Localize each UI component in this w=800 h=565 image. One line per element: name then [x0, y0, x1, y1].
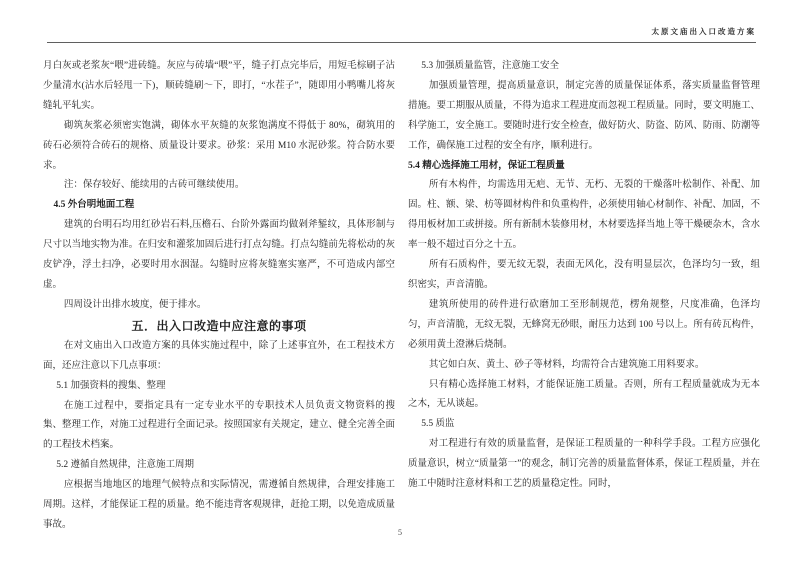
right-column	[408, 57, 760, 536]
page-footer	[0, 522, 800, 540]
subsection-heading-5-4: 5.4 精心选择施工用材，保证工程质量	[408, 160, 565, 171]
chapter-heading-5: 五．出入口改造中应注意的事项	[131, 318, 307, 333]
paragraph-other-materials: 其它如白灰、黄土、砂子等材料，均需符合古建筑施工用料要求。	[428, 359, 705, 370]
paragraph-note-old-bricks: 注：保存较好、能续用的古砖可继续使用。	[63, 180, 245, 191]
paragraph-stone-components: 所有石质构件，要无纹无裂，表面无风化，没有明显层次，色泽均匀一致，组织密实，声音清脆。	[408, 260, 760, 290]
page-header	[47, 21, 756, 43]
subsection-heading-5-3: 5.3 加强质量监管，注意施工安全	[421, 61, 560, 71]
paragraph-chapter-intro: 在对文庙出入口改造方案的具体实施过程中，除了上述事宜外，在工程技术方面，还应注意以下几点事项：	[43, 340, 395, 371]
paragraph-timber-materials: 所有木构件，均需选用无疤、无节、无朽、无裂的干燥落叶松制作、补配、加固。柱、额、梁、枋等圆材构件和负重构件，必须使用轴心材制作、补配、加固，不得用板材加工或拼接。所有新制木装修用材，木材要选择当地上等干燥硬杂木，含水率一般不超过百分之十五。	[408, 180, 760, 251]
section-heading-4-5: 4.5 外台明地面工程	[53, 200, 135, 211]
paragraph-quality-inspection: 对工程进行有效的质量监督，是保证工程质量的一种科学手段。工程方应强化质量意识，树立“质量第一”的观念，制订完善的质量监督体系，保证工程质量，并在施工中随时注意材料和工艺的质量稳定性。同时，	[408, 439, 760, 490]
paragraph-drainage-slope: 四周设计出排水坡度，便于排水。	[63, 299, 207, 310]
page-body	[43, 57, 760, 536]
paragraph-brick-components: 建筑所使用的砖件进行砍磨加工至形制规范，楞角规整，尺度准确，色泽均匀，声音清脆，无纹无裂，无蜂窝无砂眼，耐压力达到 100 号以上。所有砖瓦构件，必须用黄土澄淋后烧制。	[408, 299, 760, 350]
paragraph-material-selection: 只有精心选择施工材料，才能保证施工质量。否则，所有工程质量就成为无本之木，无从谈起。	[408, 379, 760, 410]
left-column	[43, 57, 395, 536]
paragraph-mortar-requirements: 砌筑灰浆必须密实饱满，砌体水平灰缝的灰浆饱满度不得低于 80%，砌筑用的砖石必须符合砖石的规格、质量设计要求。砂浆：采用 M10 水泥砂浆。符合防水要求。	[43, 120, 395, 171]
running-head-title: 太原文庙出入口改造方案	[651, 27, 756, 36]
subsection-heading-5-2: 5.2 遵循自然规律，注意施工周期	[56, 460, 195, 471]
paragraph-natural-law-schedule: 应根据当地地区的地理气候特点和实际情况，需遵循自然规律，合理安排施工周期。这样，才能保证工程的质量。绝不能违背客观规律，赶抢工期，以免造成质量事故。	[43, 480, 395, 530]
subsection-heading-5-1: 5.1 加强资料的搜集、整理	[56, 380, 166, 391]
paragraph-quality-supervision: 加强质量管理，提高质量意识，制定完善的质量保证体系，落实质量监督管理措施。要工期服从质量，不得为追求工程进度而忽视工程质量。同时，要文明施工、科学施工，安全施工。要随时进行安全检查，做好防火、防盗、防风、防雨、防潮等工作，确保施工过程的安全有序，顺利进行。	[408, 80, 760, 151]
subsection-heading-5-5: 5.5 质监	[421, 419, 455, 430]
page-number: 5	[398, 528, 402, 537]
paragraph-records-collection: 在施工过程中，要指定具有一定专业水平的专职技术人员负责文物资料的搜集、整理工作，对施工过程进行全面记录。按照国家有关规定，建立、健全完善全面的工程技术档案。	[43, 400, 395, 451]
paragraph-platform-stone: 建筑的台明石均用红砂岩石料,压檐石、台阶外露面均做剁斧錾纹，具体形制与尺寸以当地实物为准。在归安和灌浆加固后进行打点勾缝。打点勾缝前先将松动的灰皮铲净，浮土扫净，必要时用水洇湿。勾缝时应将灰缝塞实塞严，不可造成内部空虚。	[43, 220, 395, 290]
paragraph-continued: 月白灰或老浆灰“喂”进砖缝。灰应与砖墙“喂”平，缝子打点完毕后，用短毛棕刷子沾少量清水(沾水后轻甩一下)，顺砖缝刷～下，即打，“水茬子”，随即用小鸭嘴儿将灰缝轧平轧实。	[43, 61, 395, 111]
